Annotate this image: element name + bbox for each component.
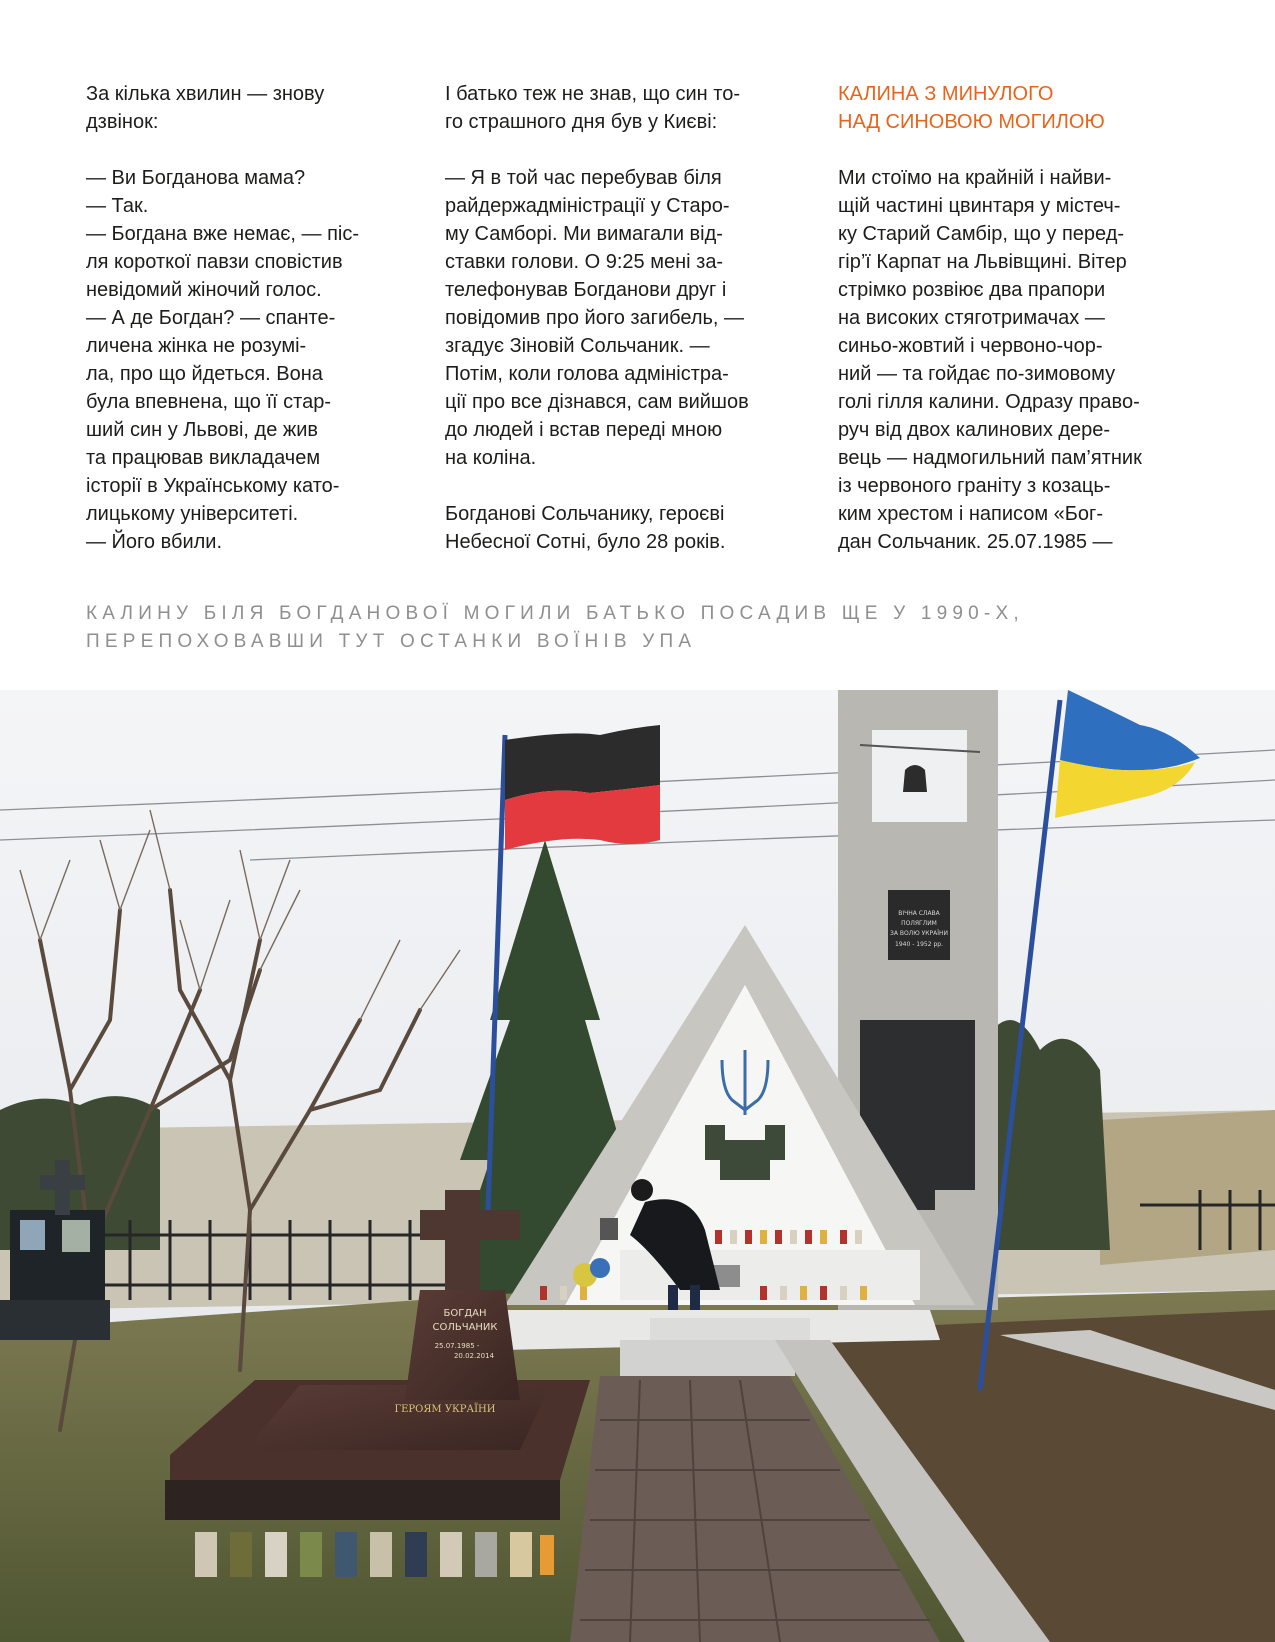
dry-field: [1100, 1110, 1275, 1265]
paragraph: Ми стоїмо на крайній і найви- щій частині цвинтаря у містеч- ку Старий Самбір, що у перед- гір’ї Карпат на Львівщині. Вітер стрімко розвіює два прапори на високих стяготримачах — синьо-жовтий і червоно-чор- ний — та гойдає по-зимовому голі гілля калини. Одразу право- руч від двох калинових дере- вець — надмогильний пам’ятник із червоного граніту з козаць- ким хрестом і написом «Бог- дан Сольчаник. 25.07.1985 —: [838, 167, 1142, 553]
plaque-text-4: 1940 - 1952 рр.: [895, 941, 943, 948]
paragraph: Богданові Сольчанику, героєві Небесної Сотні, було 28 років.: [445, 503, 726, 553]
grave-name-2: СОЛЬЧАНИК: [432, 1322, 498, 1333]
paragraph: За кілька хвилин — знову дзвінок:: [86, 83, 325, 133]
paragraph: І батько теж не знав, що син то- го страшного дня був у Києві:: [445, 83, 740, 133]
slab-text: ГЕРОЯМ УКРАЇНИ: [394, 1404, 496, 1415]
plaque-text-2: ПОЛЯГЛИМ: [901, 920, 937, 927]
paragraph: — Я в той час перебував біля райдержадміністрації у Старо- му Самборі. Ми вимагали від- ставки голови. О 9:25 мені за- телефонував Богданови друг і повідомив про його загибель, — згадує Зіновій Сольчаник. — Потім, коли голова адміністра- ції про все дізнався, сам вийшов до людей і встав переді мною на коліна.: [445, 167, 749, 469]
grave-name-1: БОГДАН: [443, 1308, 487, 1319]
red-black-flag: [505, 725, 660, 850]
section-heading: КАЛИНА З МИНУЛОГО НАД СИНОВОЮ МОГИЛОЮ: [838, 83, 1105, 133]
memorial-photo: [0, 690, 1275, 1642]
plaque-text-3: ЗА ВОЛЮ УКРАЇНИ: [889, 930, 949, 937]
photo-caption: КАЛИНУ БІЛЯ БОГДАНОВОЇ МОГИЛИ БАТЬКО ПОСАДИВ ЩЕ У 1990-Х, ПЕРЕПОХОВАВШИ ТУТ ОСТАНКИ ВОЇНІВ УПА: [86, 603, 1024, 652]
bell-icon: [903, 765, 927, 792]
grave-date-1: 25.07.1985 -: [434, 1342, 480, 1350]
text-column-2: [445, 80, 780, 556]
text-column-1: [86, 80, 376, 556]
portrait-frame: [600, 1218, 618, 1240]
plaque-text-1: ВІЧНА СЛАВА: [898, 910, 940, 917]
grave-date-2: 20.02.2014: [453, 1352, 495, 1360]
paragraph: — Ви Богданова мама? — Так. — Богдана вже немає, — піс- ля короткої павзи сповістив невідомий жіночий голос. — А де Богдан? — спанте- личена жінка не розумі- ла, про що йдеться. Вона була впевнена, що її стар- ший син у Львові, де жив та працював викладачем історії в Українському като- лицькому університеті. — Його вбили.: [86, 167, 360, 553]
text-column-3: [838, 80, 1168, 556]
